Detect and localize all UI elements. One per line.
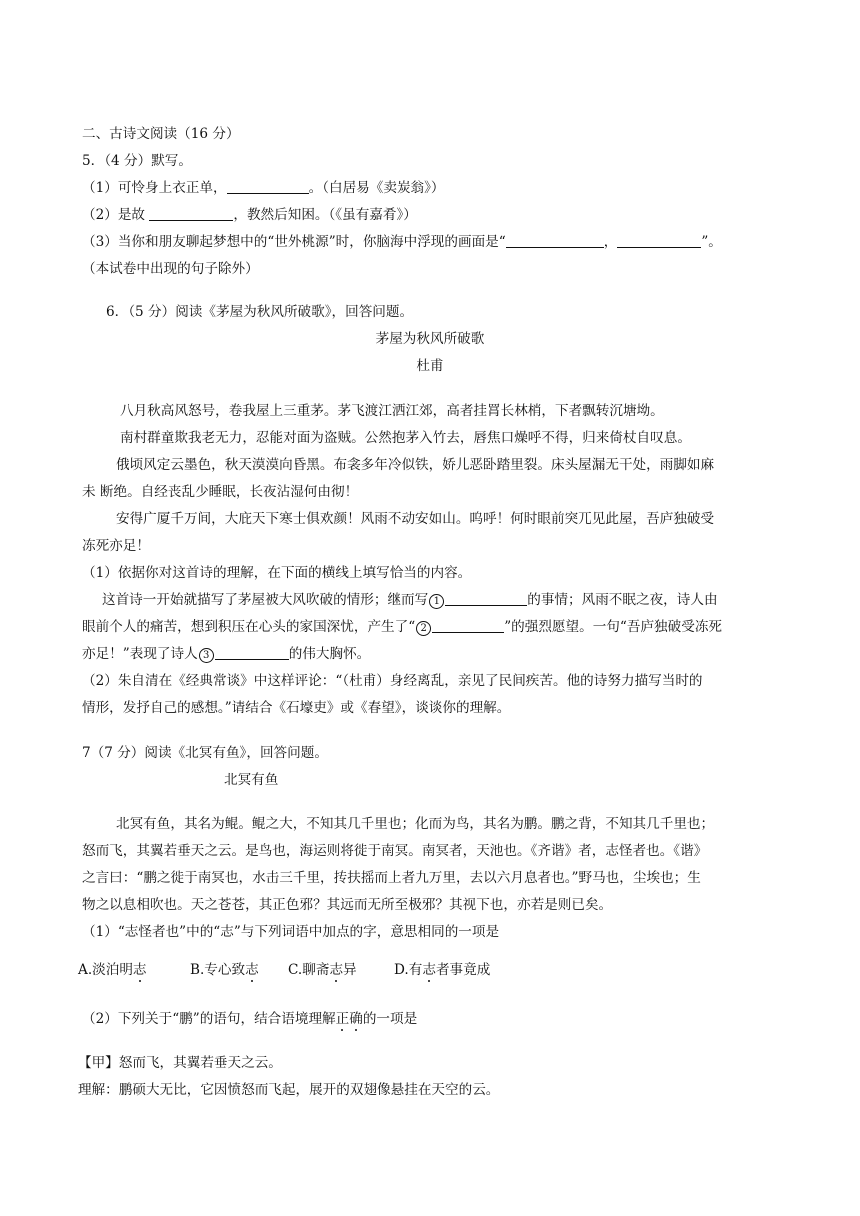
poem-paragraph-3a: 俄顷风定云墨色，秋天漠漠向昏黑。布衾多年冷似铁，娇儿恶卧踏里裂。床头屋漏无干处，雨脚如麻 [116,457,715,473]
q6-sub-2b: 情形，发抒自己的感想。”请结合《石壕吏》或《春望》，谈谈你的理解。 [82,700,511,716]
statement-jia: 【甲】怒而飞，其翼若垂天之云。 [78,1055,282,1071]
dotted-char: 志 [422,962,436,978]
q5-note: （本试卷中出现的句子除外） [82,261,259,277]
q6-sub-1-line-3: 亦足！”表现了诗人 3 的伟大胸怀。 [82,646,371,662]
q6-sub-1-line-1: 这首诗一开始就描写了茅屋被大风吹破的情形；继而写 1 的事情；风雨不眠之夜，诗人由 [102,592,718,608]
answer-blank[interactable] [149,206,233,221]
dotted-char: 志 [245,962,259,978]
q7-sub-2: （2）下列关于“鹏”的语句，结合语境理解正确的一项是 [82,1011,418,1027]
option-c[interactable]: C.聊斋志异 [288,962,357,978]
text-paragraph-1: 北冥有鱼，其名为鲲。鲲之大，不知其几千里也；化而为鸟，其名为鹏。鹏之背，不知其几千里也； [116,816,715,832]
poem-author: 杜甫 [416,358,444,374]
answer-blank[interactable] [506,233,604,248]
circled-number: 3 [199,648,214,663]
text-title: 北冥有鱼 [224,772,279,788]
dotted-char: 志 [132,962,147,978]
q6-sub-2a: （2）朱自清在《经典常谈》中这样评论：“（杜甫）身经离乱，亲见了民间疾苦。他的诗努力描写当时的 [82,673,703,689]
circled-number: 1 [429,594,444,609]
text-paragraph-2: 怒而飞，其翼若垂天之云。是鸟也，海运则将徙于南冥。南冥者，天池也。《齐谐》者，志怪者也。《谐》 [82,843,708,859]
answer-blank[interactable] [432,618,504,633]
q7-heading: 7（7 分）阅读《北冥有鱼》，回答问题。 [82,745,328,761]
option-d[interactable]: D.有志者事竟成 [394,962,491,978]
answer-blank[interactable] [445,591,527,606]
poem-paragraph-3b: 未 断绝。自经丧乱少睡眠，长夜沾湿何由彻！ [82,484,359,500]
option-b[interactable]: B.专心致志 [190,962,259,978]
dotted-char: 确 [349,1011,363,1027]
answer-blank[interactable] [227,179,309,194]
q7-sub-1: （1）“志怪者也”中的“志”与下列词语中加点的字，意思相同的一项是 [82,924,500,940]
poem-paragraph-4b: 冻死亦足！ [82,538,150,554]
poem-paragraph-2: 南村群童欺我老无力，忍能对面为盗贼。公然抱茅入竹去，唇焦口燥呼不得，归来倚杖自叹息。 [120,430,691,446]
text-paragraph-4: 物之以息相吹也。天之苍苍，其正色邪？其远而无所至极邪？其视下也，亦若是则已矣。 [82,897,613,913]
option-a[interactable]: A.淡泊明志 [78,962,147,978]
dotted-word [336,1011,363,1027]
q5-item-3: （3）当你和朋友聊起梦想中的“世外桃源”时，你脑海中浮现的画面是“ ， ”。 [82,234,722,250]
dotted-char: 志 [329,962,344,978]
answer-blank[interactable] [215,645,289,660]
circled-number: 2 [416,621,431,636]
q6-sub-1-line-2: 眼前个人的痛苦，想到积压在心头的家国深忧，产生了“ 2 ”的强烈愿望。一句“吾庐独破受冻死 [82,619,723,635]
q5-heading: 5．（4 分）默写。 [82,153,192,169]
poem-paragraph-1: 八月秋高风怒号，卷我屋上三重茅。茅飞渡江洒江郊，高者挂罥长林梢，下者飘转沉塘坳。 [120,403,664,419]
poem-title: 茅屋为秋风所破歌 [375,331,485,347]
q5-item-2: （2）是故 ，教然后知困。（《虽有嘉肴》） [82,207,417,223]
poem-paragraph-4a: 安得广厦千万间，大庇天下寒士俱欢颜！风雨不动安如山。呜呼！何时眼前突兀见此屋，吾庐独破受 [116,511,715,527]
q6-heading: 6．（5 分）阅读《茅屋为秋风所破歌》，回答问题。 [106,304,414,320]
answer-blank[interactable] [617,233,701,248]
statement-jia-explanation: 理解：鹏硕大无比，它因愤怒而飞起，展开的双翅像悬挂在天空的云。 [78,1082,500,1098]
q6-sub-1: （1）依据你对这首诗的理解，在下面的横线上填写恰当的内容。 [82,565,472,581]
section-title: 二、古诗文阅读（16 分） [82,126,240,142]
q5-item-1: （1）可怜身上衣正单， 。（白居易《卖炭翁》） [82,180,445,196]
text-paragraph-3: 之言曰：“鹏之徙于南冥也，水击三千里，抟扶摇而上者九万里，去以六月息者也。”野马也，尘埃也；生 [82,870,701,886]
dotted-char: 正 [335,1011,350,1027]
